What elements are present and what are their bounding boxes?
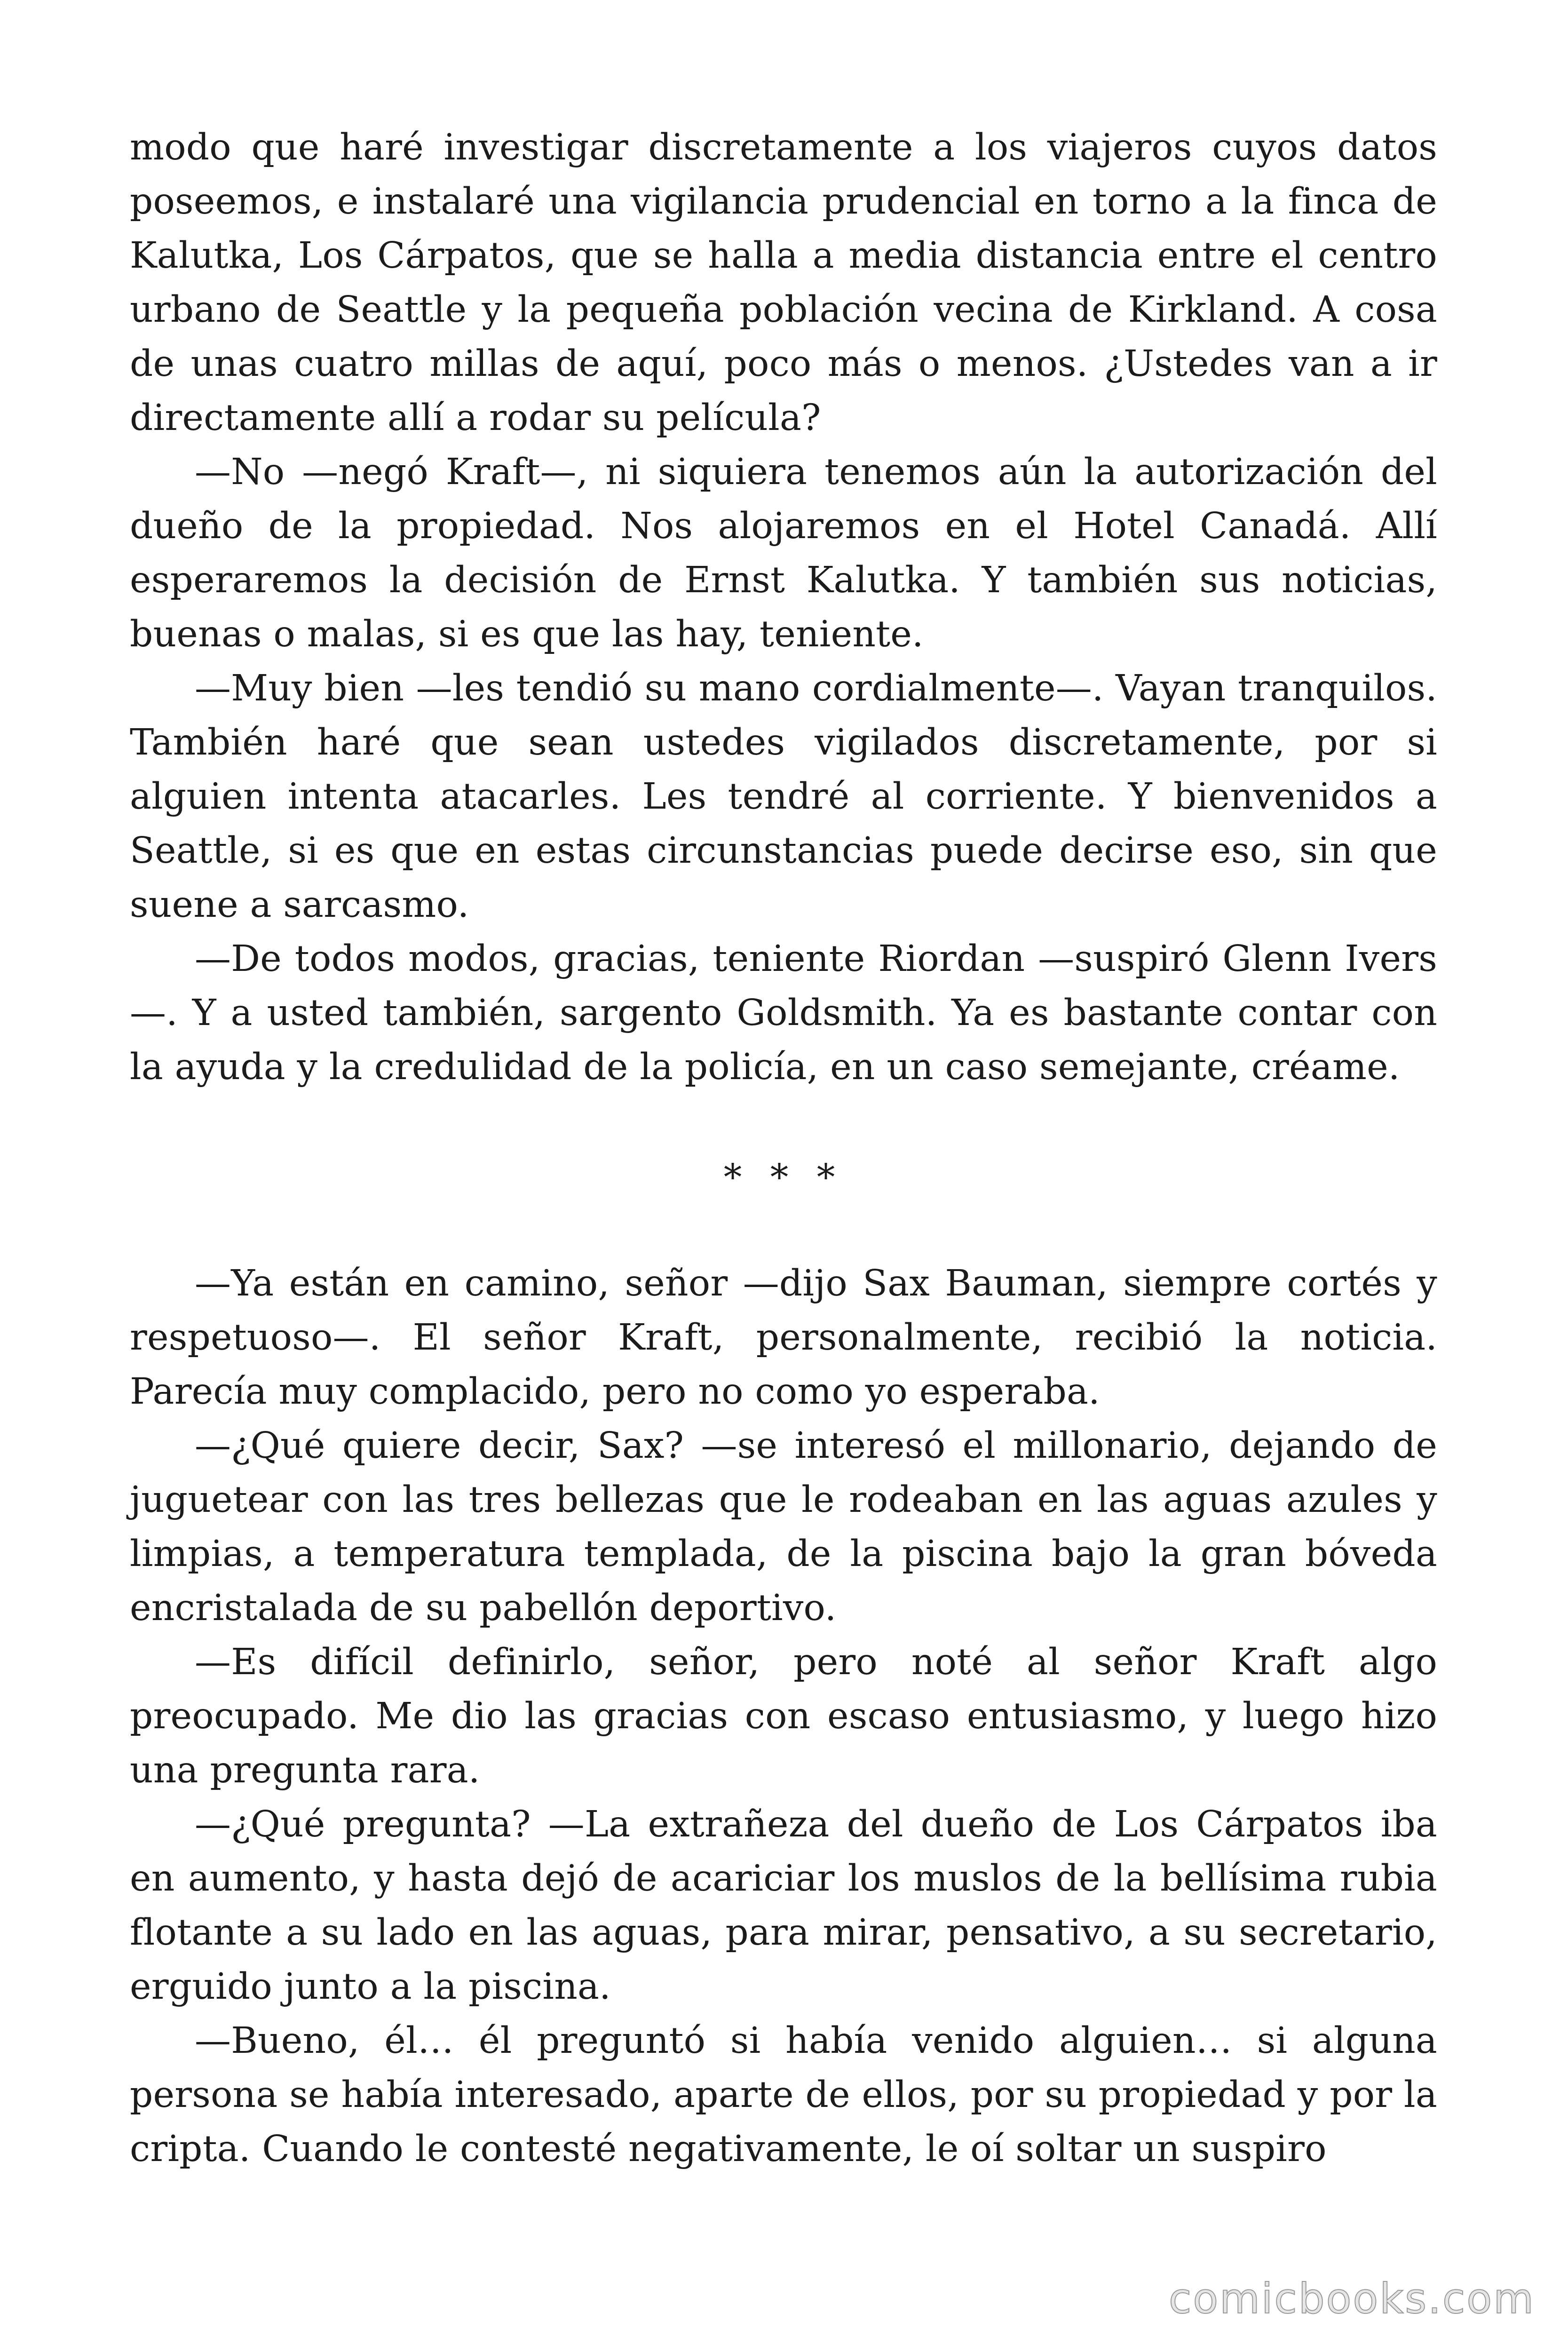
paragraph: —Es difícil definirlo, señor, pero noté al señor Kraft algo preocupado. Me dio las gracias con escaso entusiasmo, y luego hizo una pregunta rara. — [130, 1641, 1437, 1791]
watermark: comicbooks.com — [1168, 2274, 1535, 2323]
paragraph: —¿Qué quiere decir, Sax? —se interesó el millonario, dejando de juguetear con las tres bellezas que le rodeaban en las aguas azules y limpias, a temperatura templada, de la piscina bajo la gran bóveda encristalada de su pabellón deportivo. — [130, 1425, 1437, 1629]
paragraph: —¿Qué pregunta? —La extrañeza del dueño de Los Cárpatos iba en aumento, y hasta dejó de acariciar los muslos de la bellísima rubia flotante a su lado en las aguas, para mirar, pensativo, a su secretario, erguido junto a la piscina. — [130, 1804, 1437, 2008]
paragraph: —Ya están en camino, señor —dijo Sax Bauman, siempre cortés y respetuoso—. El señor Kraft, personalmente, recibió la noticia. Parecía muy complacido, pero no como yo esperaba. — [130, 1263, 1437, 1413]
paragraph: —Muy bien —les tendió su mano cordialmente—. Vayan tranquilos. También haré que sean ustedes vigilados discretamente, por si alguien intenta atacarles. Les tendré al corriente. Y bienvenidos a Seattle, si es que en estas circunstancias puede decirse eso, sin que suene a sarcasmo. — [130, 667, 1437, 926]
body-text — [130, 120, 1437, 2176]
paragraph: —De todos modos, gracias, teniente Riordan —suspiró Glenn Ivers—. Y a usted también, sargento Goldsmith. Ya es bastante contar con la ayuda y la credulidad de la policía, en un caso semejante, créame. — [130, 938, 1437, 1088]
paragraph: —Bueno, él… él preguntó si había venido alguien… si alguna persona se había interesado, aparte de ellos, por su propiedad y por la cripta. Cuando le contesté negativamente, le oí soltar un suspiro — [130, 2020, 1437, 2170]
paragraph: —No —negó Kraft—, ni siquiera tenemos aún la autorización del dueño de la propiedad. Nos alojaremos en el Hotel Canadá. Allí esperaremos la decisión de Ernst Kalutka. Y también sus noticias, buenas o malas, si es que las hay, teniente. — [130, 451, 1437, 655]
paragraph: modo que haré investigar discretamente a los viajeros cuyos datos poseemos, e instalaré una vigilancia prudencial en torno a la finca de Kalutka, Los Cárpatos, que se halla a media distancia entre el centro urbano de Seattle y la pequeña población vecina de Kirkland. A cosa de unas cuatro millas de aquí, poco más o menos. ¿Ustedes van a ir directamente allí a rodar su película? — [130, 127, 1437, 439]
scene-break-separator: * * * — [723, 1157, 844, 1199]
